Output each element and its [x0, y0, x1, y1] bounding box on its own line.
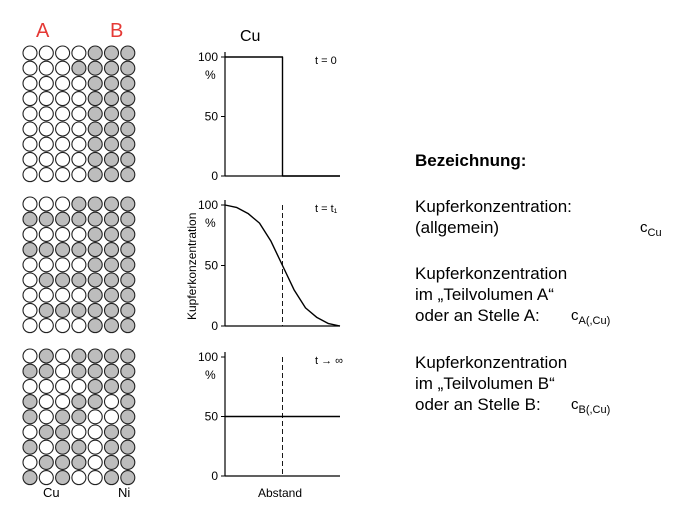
legend-a-line2: im „Teilvolumen A“ — [415, 285, 554, 304]
symbol-c-b: $c_{B(,Cu)}$ — [571, 396, 611, 416]
y-tick-label: 0 — [211, 319, 218, 333]
label-cu-atom: Cu — [43, 485, 60, 500]
legend-general-line1: Kupferkonzentration: — [415, 197, 572, 216]
time-label: t = t₁ — [315, 203, 338, 215]
y-tick-label: 50 — [204, 258, 218, 273]
symbol-c-cu: $c_{Cu}$ — [640, 219, 662, 239]
legend-a-line1: Kupferkonzentration — [415, 264, 568, 283]
label-region-a: A — [36, 20, 50, 42]
y-unit-label: % — [205, 368, 216, 382]
time-label: t → ∞ — [315, 355, 344, 367]
x-axis-label: Abstand — [258, 486, 303, 500]
legend-b-line3: oder an Stelle B: — [415, 395, 541, 414]
y-tick-label: 0 — [211, 469, 218, 483]
y-axis-label: Kupferkonzentration — [185, 212, 199, 320]
legend-b-line1: Kupferkonzentration — [415, 353, 568, 372]
y-tick-label: 0 — [211, 169, 218, 183]
time-label: t = 0 — [315, 55, 337, 67]
y-tick-label: 100 — [197, 50, 218, 64]
legend-b-line2: im „Teilvolumen B“ — [415, 374, 555, 393]
symbol-c-a: $c_{A(,Cu)}$ — [571, 307, 611, 327]
legend-general-line2: (allgemein) — [415, 218, 500, 237]
chart-title: Cu — [240, 28, 261, 45]
y-tick-label: 50 — [204, 109, 218, 124]
legend-title: Bezeichnung: — [415, 151, 527, 170]
y-tick-label: 50 — [204, 409, 218, 424]
label-region-b: B — [110, 20, 124, 42]
y-unit-label: % — [205, 216, 216, 230]
legend-a-line3: oder an Stelle A: — [415, 306, 540, 325]
y-tick-label: 100 — [197, 350, 218, 364]
y-tick-label: 100 — [197, 198, 218, 212]
y-unit-label: % — [205, 68, 216, 82]
concentration-curve — [225, 57, 340, 176]
label-ni-atom: Ni — [118, 485, 131, 500]
